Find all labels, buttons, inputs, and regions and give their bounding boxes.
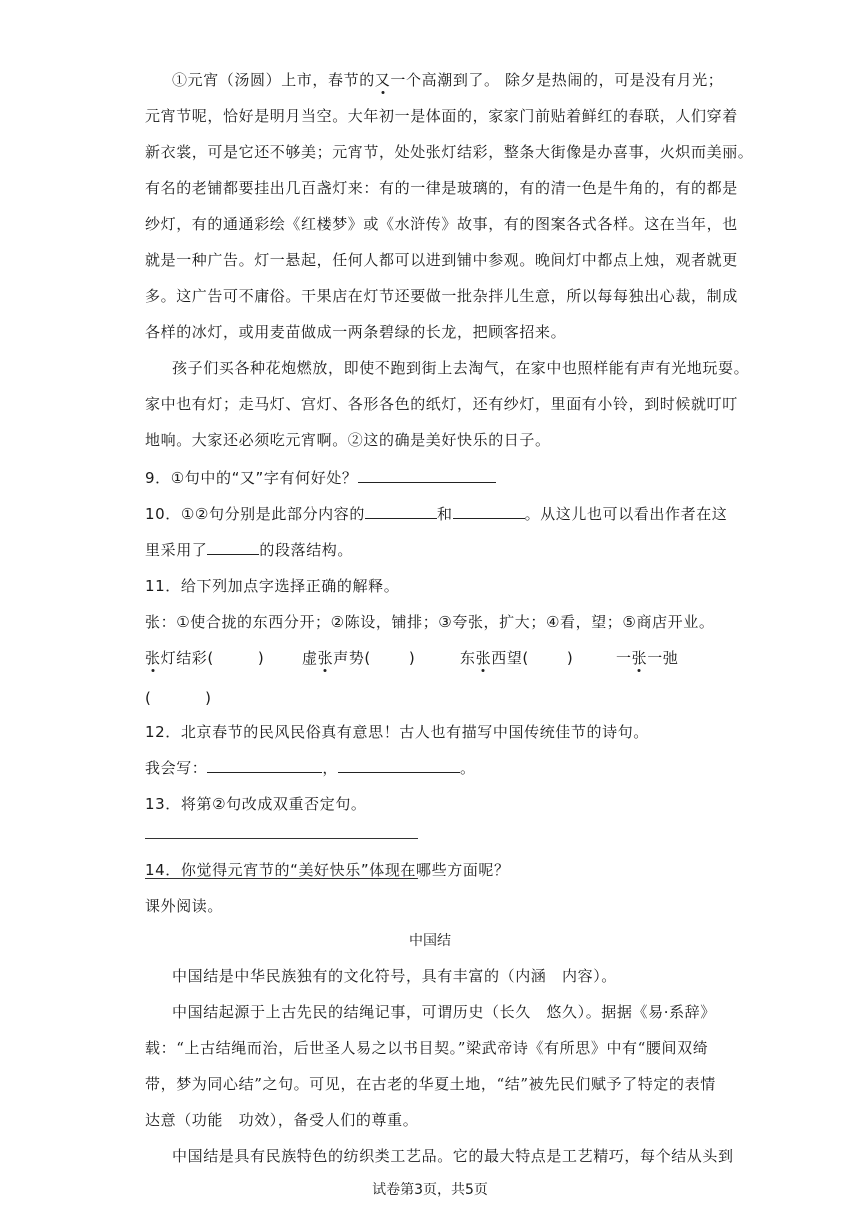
question-11-options: 张：①使合拢的东西分开；②陈设，铺排；③夸张，扩大；④看，望；⑤商店开业。	[145, 613, 715, 631]
article-line-5: 达意（功能 功效），备受人们的尊重。	[145, 1111, 419, 1129]
passage1-line-4: 有名的老铺都要挂出几百盏灯来：有的一律是玻璃的，有的清一色是牛角的，有的都是	[145, 179, 738, 197]
question-10: 10．①②句分别是此部分内容的 和 。从这儿也可以看出作者在这	[145, 505, 728, 523]
question-14: 14．你觉得元宵节的“美好快乐”体现在哪些方面呢？	[145, 861, 510, 879]
question-9: 9．①句中的“又”字有何好处？	[145, 468, 496, 488]
passage1-line-6: 就是一种广告。灯一悬起，任何人都可以进到铺中参观。晚间灯中都点上烛，观者就更	[145, 251, 738, 269]
passage1-line-5: 纱灯，有的通通彩绘《红楼梦》或《水浒传》故事，有的图案各式各样。这在当年，也	[145, 215, 738, 233]
passage1-line-2: 元宵节呢，恰好是明月当空。大年初一是体面的，家家门前贴着鲜红的春联，人们穿着	[145, 107, 738, 125]
q11-item-4-paren[interactable]: ( )	[145, 689, 212, 707]
passage1-line-7: 多。这广告可不庸俗。干果店在灯节还要做一批杂拌儿生意，所以每每独出心裁，制成	[145, 287, 738, 305]
q10-blank-1[interactable]	[365, 504, 437, 519]
article-title: 中国结	[409, 933, 451, 949]
extra-reading-label: 课外阅读。	[145, 897, 224, 915]
passage1-line-8: 各样的冰灯，或用麦苗做成一两条碧绿的长龙，把顾客招来。	[145, 323, 567, 341]
article-line-4: 带，梦为同心结”之句。可见，在古老的华夏土地，“结”被先民们赋予了特定的表情	[145, 1075, 716, 1093]
passage1-line-3: 新衣裳，可是它还不够美；元宵节，处处张灯结彩，整条大街像是办喜事，火炽而美丽。	[145, 143, 754, 161]
question-13: 13．将第②句改成双重否定句。	[145, 795, 367, 813]
q10-blank-3[interactable]	[207, 540, 259, 555]
q13-answer-line[interactable]	[145, 838, 418, 839]
article-line-6: 中国结是具有民族特色的纺织类工艺品。它的最大特点是工艺精巧，每个结从头到	[172, 1147, 734, 1165]
page-footer: 试卷第3页，共5页	[372, 1182, 488, 1198]
question-12: 12．北京春节的民风民俗真有意思！古人也有描写中国传统佳节的诗句。	[145, 723, 649, 741]
q9-answer-blank[interactable]	[358, 468, 496, 483]
question-10-line-2: 里采用了 的段落结构。	[145, 541, 354, 559]
q12-blank-2[interactable]	[338, 758, 460, 773]
q12-blank-1[interactable]	[207, 758, 322, 773]
question-11: 11．给下列加点字选择正确的解释。	[145, 577, 400, 595]
passage2-line-3: 地响。大家还必须吃元宵啊。②这的确是美好快乐的日子。	[145, 431, 551, 449]
passage2-line-1: 孩子们买各种花炮燃放，即使不跑到街上去淘气，在家中也照样能有声有光地玩耍。	[172, 359, 750, 377]
q11-item-1[interactable]: 张灯结彩( )	[145, 649, 265, 667]
q14-answer-line[interactable]	[145, 878, 418, 879]
q11-item-2[interactable]: 虚张声势( )	[302, 649, 416, 667]
dotted-char: 又	[374, 71, 391, 89]
passage2-line-2: 家中也有灯；走马灯、宫灯、各形各色的纸灯，还有纱灯，里面有小铃，到时候就叮叮	[145, 395, 738, 413]
article-line-2: 中国结起源于上古先民的结绳记事，可谓历史（长久 悠久）。据据《易·系辞》	[172, 1003, 716, 1021]
q11-item-4[interactable]: 一张一弛	[616, 649, 679, 667]
passage1-line-1: ①元宵（汤圆）上市，春节的又一个高潮到了。 除夕是热闹的，可是没有月光；	[172, 71, 724, 89]
article-line-3: 载：“上古结绳而治，后世圣人易之以书目契。”梁武帝诗《有所思》中有“腰间双绮	[145, 1039, 709, 1057]
q10-blank-2[interactable]	[453, 504, 525, 519]
article-line-1: 中国结是中华民族独有的文化符号，具有丰富的（内涵 内容）。	[172, 967, 617, 985]
question-12-line-2: 我会写： ， 。	[145, 759, 476, 777]
q11-item-3[interactable]: 东张西望( )	[460, 649, 574, 667]
